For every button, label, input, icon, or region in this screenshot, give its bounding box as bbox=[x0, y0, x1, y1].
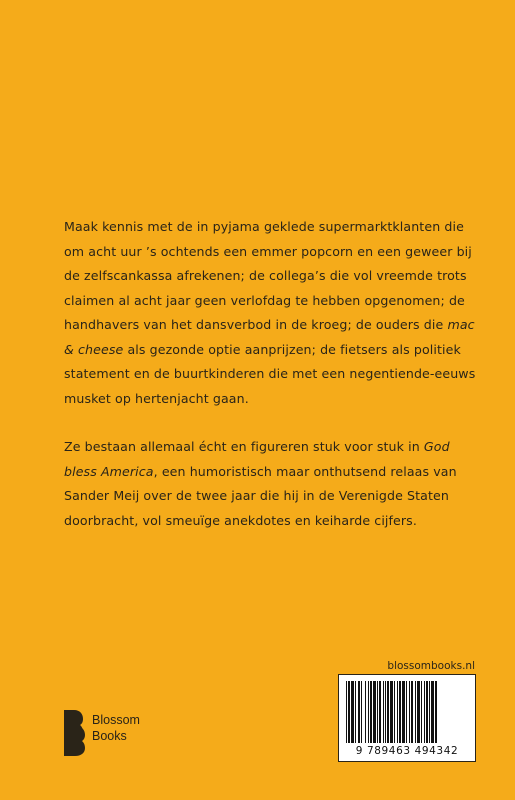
barcode-bar bbox=[355, 681, 356, 743]
barcode-bar bbox=[421, 681, 422, 743]
barcode-bar bbox=[373, 681, 376, 743]
barcode-bar bbox=[390, 681, 393, 743]
barcode-bar bbox=[409, 681, 410, 743]
publisher-url: blossombooks.nl bbox=[387, 660, 475, 672]
barcode-bar bbox=[424, 681, 425, 743]
barcode-bars bbox=[346, 681, 470, 743]
barcode-bar bbox=[370, 681, 372, 743]
barcode-bar bbox=[348, 681, 350, 743]
barcode-bar bbox=[358, 681, 360, 743]
barcode-bar bbox=[431, 681, 434, 743]
barcode-bar bbox=[379, 681, 381, 743]
barcode-bar bbox=[435, 681, 437, 743]
barcode-bar bbox=[346, 681, 347, 743]
barcode-bar bbox=[383, 681, 384, 743]
publisher-name-line2: Books bbox=[92, 729, 127, 743]
barcode-bar bbox=[361, 681, 362, 743]
publisher-name-line1: Blossom bbox=[92, 713, 140, 727]
barcode-bar bbox=[385, 681, 386, 743]
blurb-text: Maak kennis met de in pyjama geklede supermarktklanten die om acht uur ’s ochtends een emmer popcorn en een geweer bij de zelfscankassa afrekenen; de collega’s die vol vreemde trots claimen al acht jaar geen verlofdag te hebben opgenomen; de handhavers van het dansverbod in de kroeg; de ouders die bbox=[64, 219, 472, 332]
blurb-italic-text: mac & cheese bbox=[64, 317, 475, 357]
blurb-text: Ze bestaan allemaal écht en figureren stuk voor stuk in bbox=[64, 439, 424, 454]
double-b-logo-icon bbox=[64, 710, 86, 756]
isbn-barcode bbox=[338, 674, 476, 762]
blurb-paragraph-1 bbox=[64, 215, 476, 411]
blurb-paragraph-2 bbox=[64, 435, 476, 533]
barcode-bar bbox=[399, 681, 401, 743]
barcode-bar bbox=[387, 681, 389, 743]
barcode-bar bbox=[429, 681, 430, 743]
isbn-number: 9 789463 494342 bbox=[355, 745, 459, 757]
book-title-italic: God bless America bbox=[64, 439, 450, 479]
barcode-bar bbox=[402, 681, 405, 743]
barcode-bar bbox=[411, 681, 413, 743]
blurb-text: , een humoristisch maar onthutsend relaas van Sander Meij over de twee jaar die hij in de Verenigde Staten doorbracht, vol smeuïge anekdotes en keiharde cijfers. bbox=[64, 463, 457, 528]
barcode-bar bbox=[426, 681, 428, 743]
barcode-bar bbox=[368, 681, 369, 743]
barcode-bar bbox=[397, 681, 398, 743]
barcode-bar bbox=[415, 681, 416, 743]
barcode-bar bbox=[351, 681, 354, 743]
barcode-bar bbox=[365, 681, 366, 743]
publisher-name bbox=[92, 712, 140, 744]
back-cover-blurb bbox=[64, 215, 476, 557]
barcode-bar bbox=[377, 681, 378, 743]
barcode-bar bbox=[394, 681, 395, 743]
barcode-bar bbox=[406, 681, 407, 743]
barcode-bar bbox=[417, 681, 420, 743]
blurb-text: als gezonde optie aanprijzen; de fietsers als politiek statement en de buurtkinderen die met een negentiende-eeuws musket op hertenjacht gaan. bbox=[64, 341, 476, 406]
